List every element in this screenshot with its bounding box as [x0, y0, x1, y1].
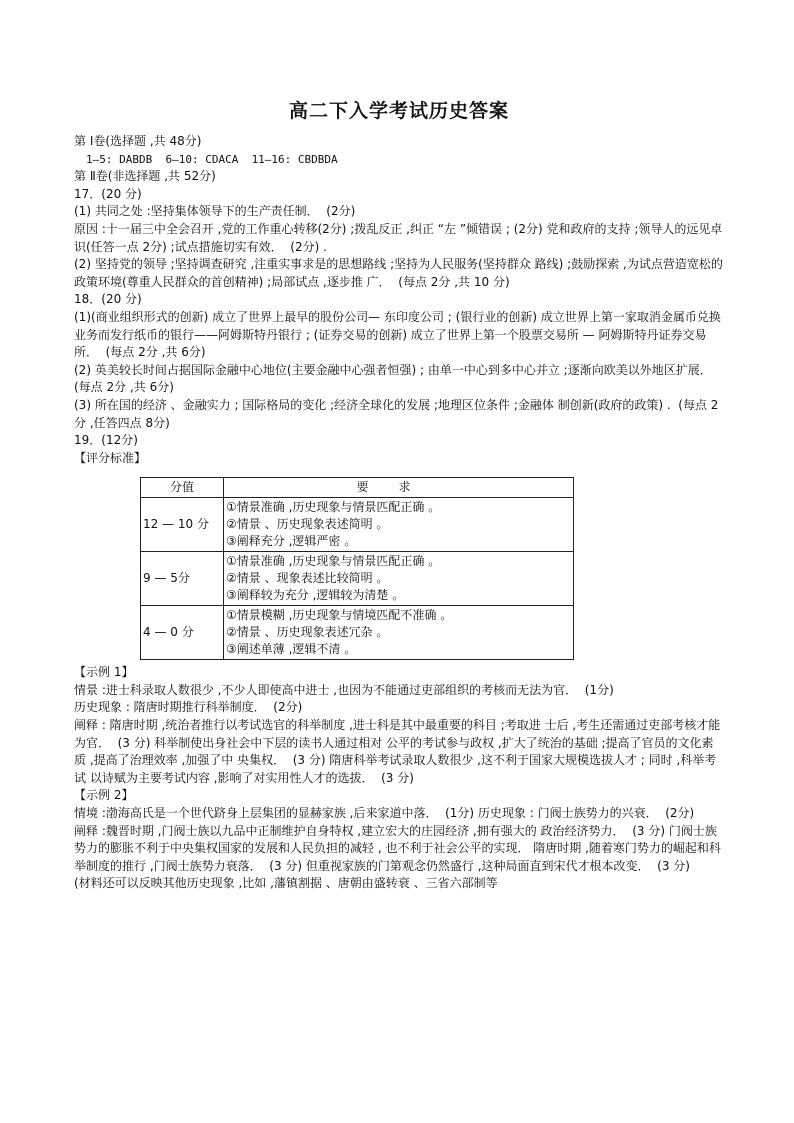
grading-criteria-heading: 【评分标准】	[74, 450, 147, 465]
requirements	[224, 552, 574, 606]
table-row	[141, 606, 574, 660]
grading-table	[140, 477, 574, 660]
requirement-item: ①情景准确 ,历史现象与情景匹配正确 。	[226, 500, 441, 515]
header-requirement: 要求	[224, 478, 574, 498]
example-1-scenario: 情景 :进士科录取人数很少 ,不少人即使高中进士 ,也因为不能通过吏部组织的考核而无法为官． (1分)	[74, 682, 614, 697]
requirements	[224, 498, 574, 552]
choice-answers: 1—5: DABDB 6—10: CDACA 11—16: CBDBDA	[86, 152, 338, 166]
requirement-item: ②情景 、历史现象表述冗杂 。	[226, 625, 389, 640]
requirements	[224, 606, 574, 660]
q17-heading: 17．(20 分)	[74, 186, 142, 201]
other-phenomena-note: (材料还可以反映其他历史现象 ,比如 ,藩镇割据 、唐朝由盛转衰 、三省六部制等	[74, 876, 498, 891]
grading-table-header	[141, 478, 574, 498]
score-range: 9 — 5分	[141, 552, 224, 606]
example-2-heading: 【示例 2】	[74, 788, 134, 803]
q18-part2: (2) 英美较长时间占据国际金融中心地位(主要金融中心强者恒强) ; 由单一中心到多中心并立 ;逐渐向欧美以外地区扩展． (每点 2分 ,共 6分)	[74, 362, 720, 395]
q18-part3: (3) 所在国的经济 、金融实力 ; 国际格局的变化 ;经济全球化的发展 ;地理区位条件 ;金融体 制创新(政府的政策) . (每点 2分 ,任答四点 8分)	[74, 397, 719, 430]
section-2-heading: 第 Ⅱ卷(非选择题 ,共 52分)	[74, 169, 216, 184]
requirement-item: ③阐述单薄 ,逻辑不清 。	[226, 642, 357, 657]
example-2-scenario: 情境 :渤海高氏是一个世代跻身上层集团的显赫家族 ,后来家道中落． (1分) 历史现象 : 门阀士族势力的兴衰． (2分)	[74, 806, 695, 821]
q19-heading: 19．(12分)	[74, 433, 138, 448]
requirement-item: ①情景准确 ,历史现象与情景匹配正确 。	[226, 554, 441, 569]
q17-part2: (2) 坚持党的领导 ;坚持调查研究 ,注重实事求是的思想路线 ;坚持为人民服务(坚持群众 路线) ;鼓励探索 ,为试点营造宽松的政策环境(尊重人民群众的首创精神) ;局部试点 ,逐步推 广． (每点 2分 ,共 10 分)	[74, 257, 723, 289]
score-range: 12 — 10 分	[141, 498, 224, 552]
header-score: 分值	[141, 478, 224, 498]
q17-part1: (1) 共同之处 :坚持集体领导下的生产责任制． (2分)	[74, 204, 356, 219]
q18-part1: (1)(商业组织形式的创新) 成立了世界上最早的股份公司— 东印度公司 ; (银行业的创新) 成立世界上第一家取消金属币兑换业务而发行纸币的银行——阿姆斯特丹银行 ; (证券交易的创新) 成立了世界上第一个股票交易所 — 阿姆斯特丹证券交易所． (每点 2分 ,共 6分)	[74, 309, 721, 360]
requirement-item: ①情景模糊 ,历史现象与情境匹配不准确 。	[226, 608, 453, 623]
table-row	[141, 498, 574, 552]
answer-document	[74, 96, 724, 893]
example-1-heading: 【示例 1】	[74, 665, 134, 680]
requirement-item: ②情景 、现象表述比较简明 。	[226, 571, 389, 586]
q17-reason: 原因 :十一届三中全会召开 ,党的工作重心转移(2分) ;拨乱反正 ,纠正 “左 ”倾错误 ; (2分) 党和政府的支持 ;领导人的远见卓识(任答一点 2分) ;试点措施切实有效． (2分) .	[74, 221, 723, 254]
section-1-heading: 第 Ⅰ卷(选择题 ,共 48分)	[74, 134, 202, 148]
example-2-explanation: 阐释 :魏晋时期 ,门阀士族以九品中正制维护自身特权 ,建立宏大的庄园经济 ,拥有强大的 政治经济势力． (3 分) 门阀士族势力的膨胀不利于中央集权国家的发展和人民负担的减轻 , 也不利于社会公平的实现． 隋唐时期 ,随着寒门势力的崛起和科举制度的推行 ,门阀士族势力衰落． (3 分) 但重视家族的门第观念仍然盛行 ,这种局面直到宋代才根本改变． (3 分)	[74, 823, 721, 873]
requirement-item: ③阐释充分 ,逻辑严密 。	[226, 534, 357, 549]
page-title: 高二下入学考试历史答案	[288, 100, 509, 122]
score-range: 4 — 0 分	[141, 606, 224, 660]
requirement-item: ②情景 、历史现象表述简明 。	[226, 517, 389, 532]
q18-heading: 18．(20 分)	[74, 292, 142, 307]
requirement-item: ③阐释较为充分 ,逻辑较为清楚 。	[226, 588, 405, 603]
example-1-phenomenon: 历史现象 : 隋唐时期推行科举制度． (2分)	[74, 700, 303, 715]
table-row	[141, 552, 574, 606]
example-1-explanation: 阐释 : 隋唐时期 ,统治者推行以考试选官的科举制度 ,进士科是其中最重要的科目 ;考取进 士后 ,考生还需通过吏部考核才能为官． (3 分) 科举制使出身社会中下层的读书人通过相对 公平的考试参与政权 ,扩大了统治的基础 ;提高了官员的文化素质 ,提高了治理效率 ,加强了中 央集权． (3 分) 隋唐科举考试录取人数很少 ,这不利于国家大规模选拔人才 ; 同时 ,科举考试 以诗赋为主要考试内容 ,影响了对实用性人才的选拔． (3 分)	[74, 718, 721, 785]
